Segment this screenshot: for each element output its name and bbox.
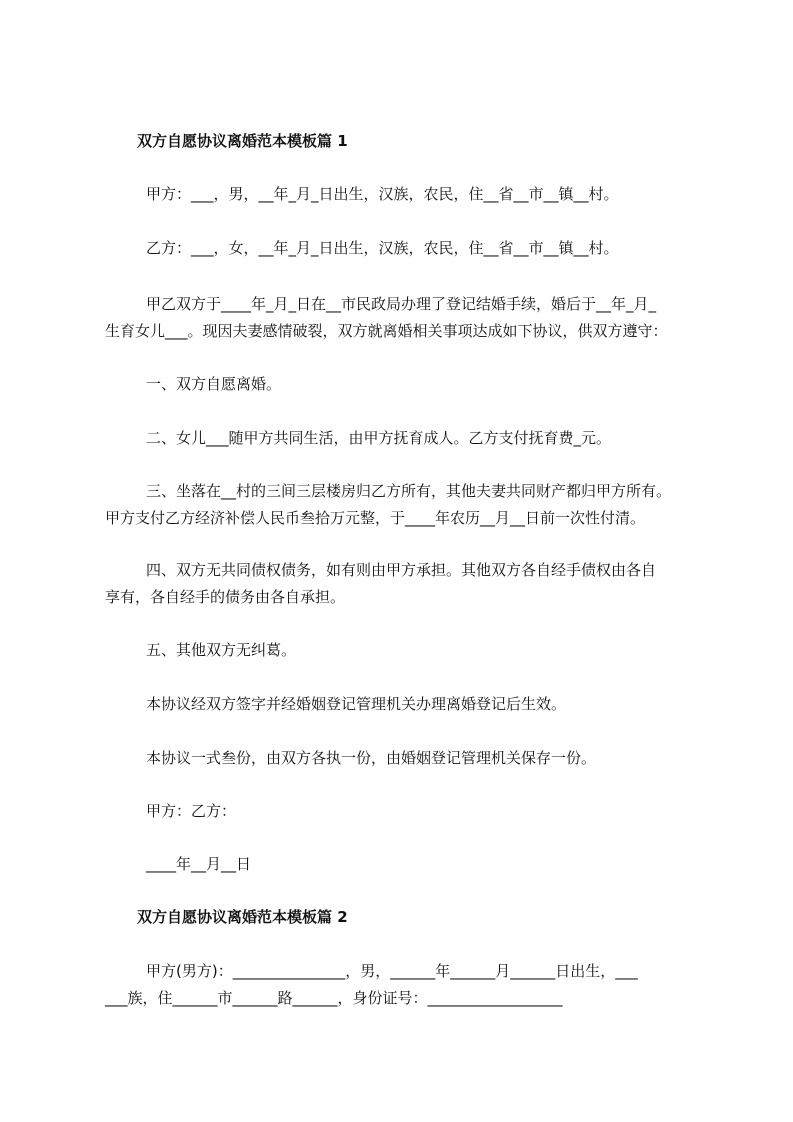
clause-4-line-1: 四、双方无共同债权债务，如有则由甲方承担。其他双方各自经手债权由各自 bbox=[146, 561, 657, 579]
marriage-background-line-1: 甲乙双方于____年_月_日在__市民政局办理了登记结婚手续，婚后于__年_月_ bbox=[146, 295, 657, 313]
marriage-background-line-2: 生育女儿___。现因夫妻感情破裂，双方就离婚相关事项达成如下协议，供双方遵守： bbox=[105, 322, 668, 340]
signature-line: 甲方：乙方： bbox=[146, 802, 237, 820]
date-line: ____年__月__日 bbox=[146, 855, 252, 873]
copies-clause: 本协议一式叁份，由双方各执一份，由婚姻登记管理机关保存一份。 bbox=[146, 749, 597, 767]
section-2-heading: 双方自愿协议离婚范本模板篇 2 bbox=[137, 908, 348, 926]
clause-3-line-1: 三、坐落在__村的三间三层楼房归乙方所有，其他夫妻共同财产都归甲方所有。 bbox=[146, 482, 672, 500]
party-b-info: 乙方：___，女，__年_月_日出生，汉族，农民，住__省__市__镇__村。 bbox=[146, 239, 619, 257]
section-1-heading: 双方自愿协议离婚范本模板篇 1 bbox=[137, 132, 348, 150]
clause-5: 五、其他双方无纠葛。 bbox=[146, 641, 297, 659]
clause-4-line-2: 享有，各自经手的债务由各自承担。 bbox=[105, 588, 346, 606]
clause-1: 一、双方自愿离婚。 bbox=[146, 375, 282, 393]
clause-3-line-2: 甲方支付乙方经济补偿人民币叁拾万元整，于____年农历__月__日前一次性付清。 bbox=[105, 509, 646, 527]
clause-2: 二、女儿___随甲方共同生活，由甲方抚育成人。乙方支付抚育费_元。 bbox=[146, 429, 612, 447]
section-2-party-a-line-1: 甲方(男方)：_______________，男，______年______月______日出生，___ bbox=[146, 962, 638, 980]
section-2-party-a-line-2: ___族，住______市______路______，身份证号：__________________ bbox=[105, 989, 563, 1007]
party-a-info: 甲方：___，男，__年_月_日出生，汉族，农民，住__省__市__镇__村。 bbox=[146, 185, 619, 203]
effective-clause: 本协议经双方签字并经婚姻登记管理机关办理离婚登记后生效。 bbox=[146, 695, 567, 713]
